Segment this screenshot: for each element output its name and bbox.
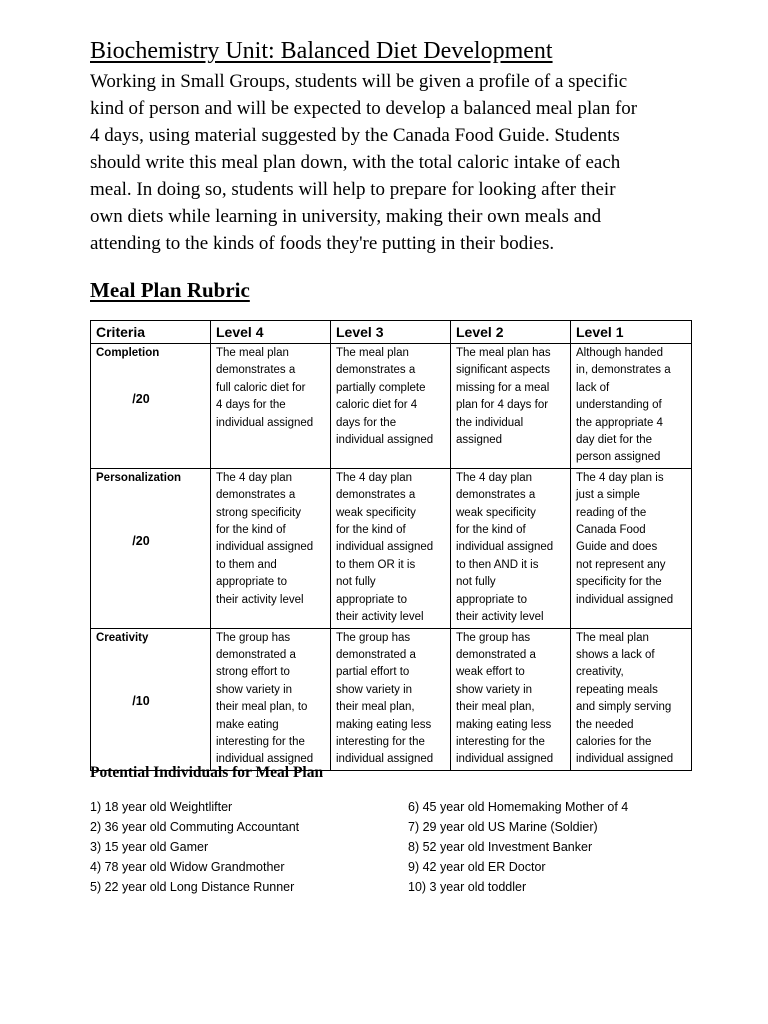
- level-1-cell: [571, 628, 692, 770]
- cell-line: weak specificity: [456, 506, 536, 519]
- header-level-3: Level 3: [331, 321, 451, 344]
- cell-line: partial effort to: [336, 666, 410, 679]
- document-title: Biochemistry Unit: Balanced Diet Development: [90, 38, 553, 64]
- cell-line: for the kind of: [456, 524, 526, 537]
- cell-line: individual assigned: [576, 593, 674, 606]
- rubric-row: [91, 628, 692, 770]
- cell-line: full caloric diet for: [216, 381, 306, 394]
- cell-line: caloric diet for 4: [336, 399, 418, 412]
- cell-line: The group has: [456, 631, 531, 644]
- level-2-cell: [451, 344, 571, 469]
- cell-line: show variety in: [456, 683, 533, 696]
- cell-line: day diet for the: [576, 434, 653, 447]
- cell-line: partially complete: [336, 381, 426, 394]
- cell-line: individual assigned: [216, 541, 314, 554]
- cell-line: their activity level: [336, 611, 424, 624]
- cell-line: appropriate to: [216, 576, 287, 589]
- rubric-row: [91, 468, 692, 628]
- cell-line: The 4 day plan: [336, 471, 413, 484]
- cell-line: demonstrated a: [216, 648, 296, 661]
- cell-line: show variety in: [216, 683, 293, 696]
- cell-line: to them and: [216, 558, 277, 571]
- cell-line: and simply serving: [576, 701, 672, 714]
- criterion-cell: [91, 344, 211, 469]
- intro-line: 4 days, using material suggested by the Canada Food Guide. Students: [90, 125, 620, 146]
- cell-line: individual assigned: [336, 541, 434, 554]
- cell-line: weak effort to: [456, 666, 525, 679]
- cell-line: demonstrates a: [456, 489, 536, 502]
- cell-line: just a simple: [576, 489, 640, 502]
- header-level-2: Level 2: [451, 321, 571, 344]
- intro-line: kind of person and will be expected to develop a balanced meal plan for: [90, 98, 638, 119]
- cell-line: assigned: [456, 434, 503, 447]
- cell-line: plan for 4 days for: [456, 399, 549, 412]
- level-1-cell: [571, 468, 692, 628]
- cell-line: to then AND it is: [456, 558, 539, 571]
- individual-item: 7) 29 year old US Marine (Soldier): [408, 820, 598, 834]
- cell-line: The meal plan: [576, 631, 649, 644]
- criterion-name: Completion: [96, 347, 160, 359]
- intro-line: own diets while learning in university, making their own meals and: [90, 206, 602, 227]
- cell-line: shows a lack of: [576, 648, 655, 661]
- cell-line: The meal plan: [216, 347, 289, 359]
- cell-line: individual assigned: [336, 434, 434, 447]
- cell-line: Canada Food: [576, 524, 646, 537]
- rubric-heading: Meal Plan Rubric: [90, 278, 250, 302]
- intro-paragraph: [90, 68, 690, 257]
- cell-line: days for the: [336, 416, 397, 429]
- rubric-row: [91, 344, 692, 469]
- cell-line: demonstrates a: [336, 364, 416, 377]
- level-4-cell: [211, 628, 331, 770]
- cell-line: 4 days for the: [216, 399, 286, 412]
- cell-line: interesting for the: [456, 735, 545, 748]
- cell-line: calories for the: [576, 735, 652, 748]
- cell-line: The 4 day plan is: [576, 471, 664, 484]
- cell-line: their activity level: [216, 593, 304, 606]
- cell-line: their meal plan,: [456, 701, 535, 714]
- cell-line: person assigned: [576, 451, 661, 464]
- individual-item: 2) 36 year old Commuting Accountant: [90, 820, 300, 834]
- cell-line: the individual: [456, 416, 524, 429]
- cell-line: The group has: [216, 631, 291, 644]
- cell-line: individual assigned: [576, 753, 674, 766]
- level-1-cell: [571, 344, 692, 469]
- cell-line: individual assigned: [336, 753, 434, 766]
- level-2-cell: [451, 628, 571, 770]
- individual-item: 9) 42 year old ER Doctor: [408, 860, 546, 874]
- criterion-score: /20: [132, 392, 150, 407]
- cell-line: demonstrates a: [336, 489, 416, 502]
- criterion-cell: [91, 628, 211, 770]
- individuals-list-left: [90, 797, 299, 897]
- cell-line: specificity for the: [576, 576, 662, 589]
- cell-line: making eating less: [456, 718, 552, 731]
- cell-line: their meal plan, to: [216, 701, 308, 714]
- cell-line: individual assigned: [216, 753, 314, 766]
- rubric-header-row: [91, 321, 692, 344]
- rubric-body: [91, 344, 692, 771]
- cell-line: The 4 day plan: [216, 471, 293, 484]
- cell-line: missing for a meal: [456, 381, 550, 394]
- cell-line: lack of: [576, 381, 610, 394]
- cell-line: for the kind of: [216, 524, 286, 537]
- individual-item: 6) 45 year old Homemaking Mother of 4: [408, 800, 629, 814]
- header-level-4: Level 4: [211, 321, 331, 344]
- cell-line: creativity,: [576, 666, 624, 679]
- criterion-score: /10: [132, 693, 150, 708]
- cell-line: individual assigned: [216, 416, 314, 429]
- cell-line: in, demonstrates a: [576, 364, 671, 377]
- rubric-table: [90, 320, 692, 771]
- cell-line: to them OR it is: [336, 558, 416, 571]
- cell-line: for the kind of: [336, 524, 406, 537]
- cell-line: demonstrated a: [456, 648, 536, 661]
- cell-line: demonstrated a: [336, 648, 416, 661]
- individuals-list-right: [408, 797, 628, 897]
- cell-line: the needed: [576, 718, 634, 731]
- individual-item: 1) 18 year old Weightlifter: [90, 800, 233, 814]
- cell-line: individual assigned: [456, 541, 554, 554]
- individuals-heading: Potential Individuals for Meal Plan: [90, 764, 324, 781]
- intro-line: attending to the kinds of foods they're putting in their bodies.: [90, 233, 555, 254]
- intro-line: meal. In doing so, students will help to prepare for looking after their: [90, 179, 616, 200]
- cell-line: Guide and does: [576, 541, 658, 554]
- criterion-cell: [91, 468, 211, 628]
- level-4-cell: [211, 468, 331, 628]
- criterion-score: /20: [132, 534, 150, 549]
- cell-line: The 4 day plan: [456, 471, 533, 484]
- header-level-1: Level 1: [571, 321, 692, 344]
- cell-line: reading of the: [576, 506, 647, 519]
- cell-line: strong effort to: [216, 666, 290, 679]
- cell-line: not represent any: [576, 558, 666, 571]
- individual-item: 5) 22 year old Long Distance Runner: [90, 880, 295, 894]
- criterion-name: Creativity: [96, 631, 149, 644]
- cell-line: repeating meals: [576, 683, 658, 696]
- level-2-cell: [451, 468, 571, 628]
- cell-line: make eating: [216, 718, 279, 731]
- individual-item: 10) 3 year old toddler: [408, 880, 527, 894]
- cell-line: making eating less: [336, 718, 432, 731]
- level-3-cell: [331, 628, 451, 770]
- level-4-cell: [211, 344, 331, 469]
- cell-line: significant aspects: [456, 364, 550, 377]
- cell-line: interesting for the: [336, 735, 425, 748]
- cell-line: Although handed: [576, 347, 663, 359]
- intro-line: Working in Small Groups, students will be given a profile of a specific: [90, 71, 628, 92]
- cell-line: The meal plan has: [456, 347, 551, 359]
- cell-line: the appropriate 4: [576, 416, 663, 429]
- level-3-cell: [331, 344, 451, 469]
- cell-line: their meal plan,: [336, 701, 415, 714]
- intro-line: should write this meal plan down, with the total caloric intake of each: [90, 152, 621, 173]
- cell-line: their activity level: [456, 611, 544, 624]
- cell-line: The meal plan: [336, 347, 409, 359]
- cell-line: demonstrates a: [216, 489, 296, 502]
- individual-item: 3) 15 year old Gamer: [90, 840, 209, 854]
- criterion-name: Personalization: [96, 471, 181, 484]
- cell-line: individual assigned: [456, 753, 554, 766]
- cell-line: strong specificity: [216, 506, 302, 519]
- cell-line: The group has: [336, 631, 411, 644]
- cell-line: not fully: [456, 576, 496, 589]
- cell-line: appropriate to: [336, 593, 407, 606]
- cell-line: not fully: [336, 576, 376, 589]
- cell-line: appropriate to: [456, 593, 527, 606]
- individual-item: 4) 78 year old Widow Grandmother: [90, 860, 285, 874]
- cell-line: interesting for the: [216, 735, 305, 748]
- cell-line: understanding of: [576, 399, 662, 412]
- individual-item: 8) 52 year old Investment Banker: [408, 840, 593, 854]
- level-3-cell: [331, 468, 451, 628]
- header-criteria: Criteria: [91, 321, 211, 344]
- cell-line: show variety in: [336, 683, 413, 696]
- cell-line: demonstrates a: [216, 364, 296, 377]
- cell-line: weak specificity: [336, 506, 416, 519]
